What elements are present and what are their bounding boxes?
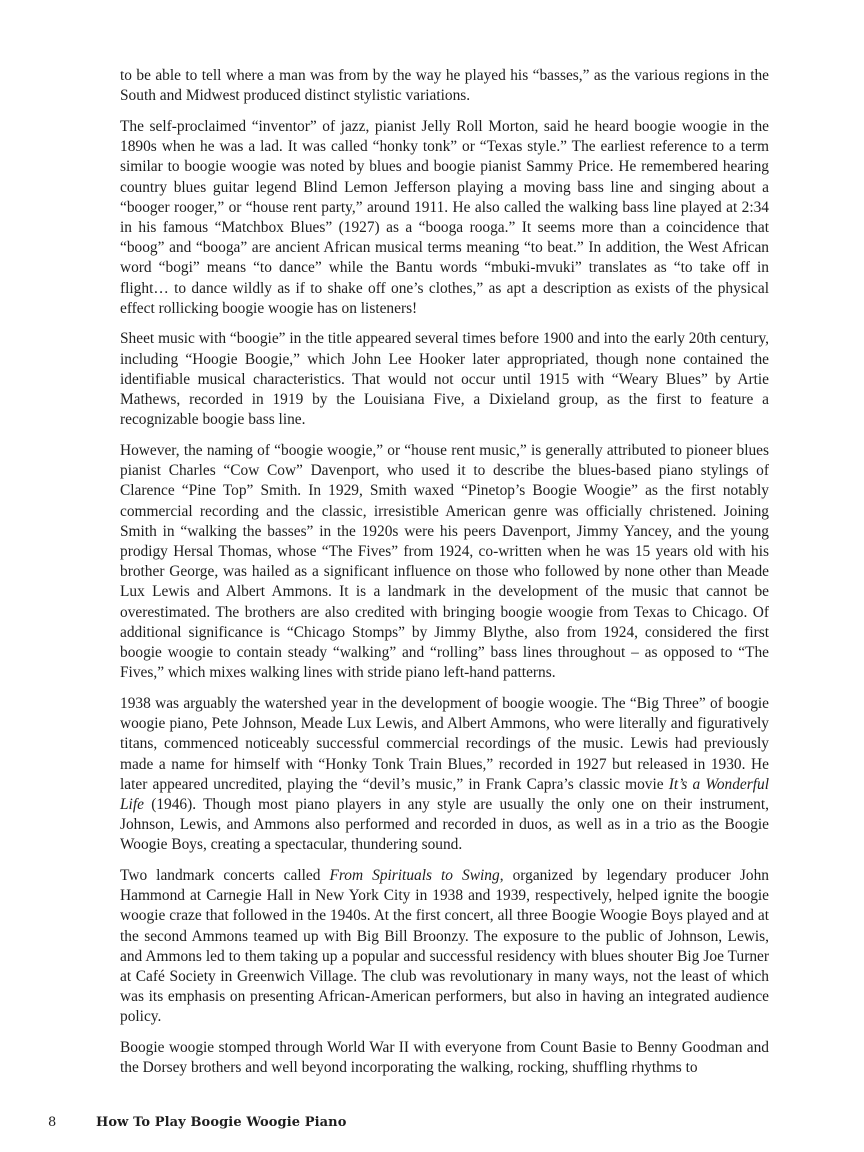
paragraph-text: Sheet music with “boogie” in the title appeared several times before 1900 and into the early 20th century, including “Hoogie Boogie,” which John Lee Hooker later appropriated, though none contained the identifiable musical characteristics. That would not occur until 1915 with “Weary Blues” by Artie Mathews, recorded in 1919 by the Louisiana Five, a Dixieland group, as the first to feature a recognizable boogie bass line. bbox=[120, 330, 769, 429]
paragraph-1 bbox=[120, 66, 769, 106]
paragraph-text: (1946). Though most piano players in any style are usually the only one on their instrument, Johnson, Lewis, and Ammons also performed and recorded in duos, as well as in a trio as the Boogie Woogie Boys, creating a spectacular, thundering sound. bbox=[120, 795, 769, 854]
paragraph-5 bbox=[120, 694, 769, 856]
paragraph-3 bbox=[120, 329, 769, 430]
paragraph-text: to be able to tell where a man was from by the way he played his “basses,” as the various regions in the South and Midwest produced distinct stylistic variations. bbox=[120, 67, 769, 105]
paragraph-7 bbox=[120, 1038, 769, 1078]
page-number: 8 bbox=[48, 1115, 57, 1130]
paragraph-text: The self-proclaimed “inventor” of jazz, pianist Jelly Roll Morton, said he heard boogie woogie in the 1890s when he was a lad. It was called “honky tonk” or “Texas style.” The earliest reference to a term similar to boogie woogie was noted by blues and boogie pianist Sammy Price. He remembered hearing country blues guitar legend Blind Lemon Jefferson playing a moving bass line and singing about a “booger rooger,” or “house rent party,” around 1911. He also called the walking bass line played at 2:34 in his famous “Matchbox Blues” (1927) as a “booga rooga.” It seems more than a coincidence that “boog” and “booga” are ancient African musical terms meaning “to beat.” In addition, the West African word “bogi” means “to dance” while the Bantu words “mbuki-mvuki” translates as “to take off in flight… to dance wildly as if to shake off one’s clothes,” as apt a description as exists of the physical effect rollicking boogie woogie has on listeners! bbox=[120, 117, 769, 317]
body-text bbox=[120, 66, 769, 1089]
page-footer bbox=[48, 1115, 828, 1135]
paragraph-text: Boogie woogie stomped through World War II with everyone from Count Basie to Benny Goodman and the Dorsey brothers and well beyond incorporating the walking, rocking, shuffling rhythms to bbox=[120, 1039, 769, 1077]
paragraph-6 bbox=[120, 866, 769, 1028]
concert-title: From Spirituals to Swing bbox=[329, 867, 500, 885]
paragraph-2 bbox=[120, 117, 769, 319]
paragraph-text: , organized by legendary producer John Hammond at Carnegie Hall in New York City in 1938 and 1939, respectively, helped ignite the boogie woogie craze that followed in the 1940s. At the first concert, all three Boogie Woogie Boys played and at the second Ammons teamed up with Big Bill Broonzy. The exposure to the public of Johnson, Lewis, and Ammons led to them taking up a popular and successful residency with blues shouter Big Joe Turner at Café Society in Greenwich Village. The club was revolutionary in many ways, not the least of which was its emphasis on presenting African-American performers, but also in having an integrated audience policy. bbox=[120, 867, 769, 1026]
paragraph-text: 1938 was arguably the watershed year in the development of boogie woogie. The “Big Three” of boogie woogie piano, Pete Johnson, Meade Lux Lewis, and Albert Ammons, who were literally and figuratively titans, commenced noticeably successful commercial recordings of the music. Lewis had previously made a name for himself with “Honky Tonk Train Blues,” recorded in 1927 but released in 1930. He later appeared uncredited, playing the “devil’s music,” in Frank Capra’s classic movie bbox=[120, 694, 769, 793]
paragraph-4 bbox=[120, 441, 769, 683]
paragraph-text: However, the naming of “boogie woogie,” or “house rent music,” is generally attributed to pioneer blues pianist Charles “Cow Cow” Davenport, who used it to describe the blues-based piano stylings of Clarence “Pine Top” Smith. In 1929, Smith waxed “Pinetop’s Boogie Woogie” as the first notably commercial recording and the classic, irresistible American genre was officially christened. Joining Smith in “walking the basses” in the 1920s were his peers Davenport, Jimmy Yancey, and the young prodigy Hersal Thomas, whose “The Fives” from 1924, co-written when he was 15 years old with his brother George, was hailed as a significant influence on those who followed by none other than Meade Lux Lewis and Albert Ammons. It is a landmark in the development of the music that cannot be overestimated. The brothers are also credited with bringing boogie woogie from Texas to Chicago. Of additional significance is “Chicago Stomps” by Jimmy Blythe, also from 1924, considered the first boogie woogie to contain steady “walking” and “rolling” bass lines throughout – as opposed to “The Fives,” which mixes walking lines with stride piano left-hand patterns. bbox=[120, 441, 769, 682]
film-title: It’s a Wonderful Life bbox=[120, 775, 769, 813]
paragraph-text: Two landmark concerts called bbox=[120, 867, 330, 885]
running-title: How To Play Boogie Woogie Piano bbox=[96, 1115, 347, 1130]
